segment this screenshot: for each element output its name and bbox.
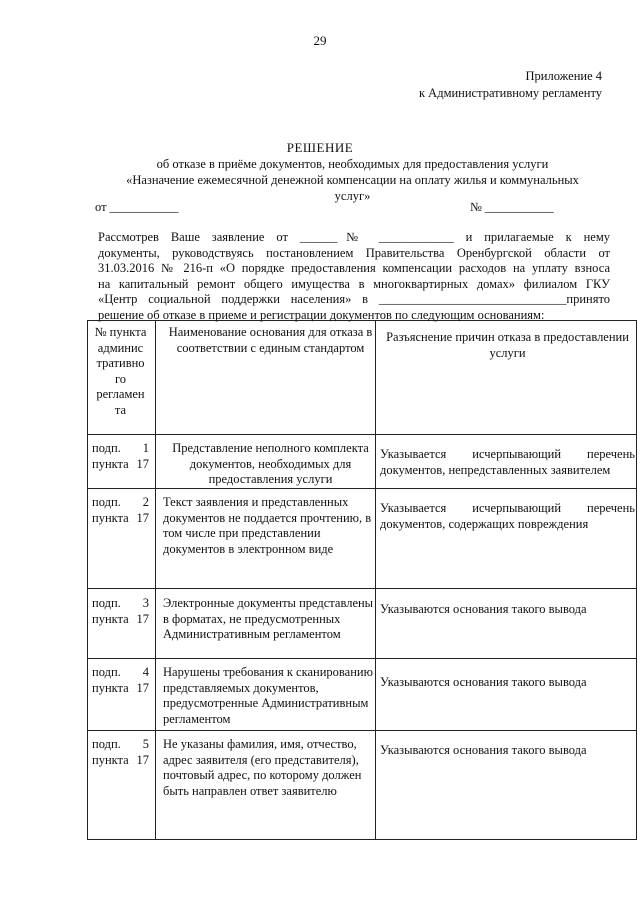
body-paragraph [98, 230, 610, 323]
date-field: от ___________ [95, 200, 179, 214]
column-divider [155, 321, 156, 839]
body-line: на капитальный ремонт общего имущества в многоквартирных домах» филиалом ГКУ [98, 276, 610, 291]
row-divider [88, 434, 636, 435]
body-line: документы, руководствуясь постановлением Правительства Оренбургской области от [98, 245, 610, 260]
body-line: решение об отказе в приеме и регистрации документов по следующим основаниям: [98, 307, 545, 322]
row-divider [88, 730, 636, 731]
row-5-reason: Не указаны фамилия, имя, отчество, адрес заявителя (его представителя), почтовый адрес, по которому должен быть направлен ответ заявителю [163, 737, 362, 798]
row-divider [88, 588, 636, 589]
row-3-reason: Электронные документы представлены в форматах, не предусмотренных Административным регламентом [163, 596, 374, 641]
row-1-point: подп. 1 пункта 17 [92, 441, 149, 471]
subtitle-line-2: «Назначение ежемесячной денежной компенсации на оплату жилья и коммунальных [126, 173, 579, 187]
document-title: РЕШЕНИЕ [286, 140, 354, 155]
row-3-explanation: Указываются основания такого вывода [380, 602, 587, 616]
header-point-number: № пункта админис тративно го регламен та [94, 325, 147, 417]
row-2-point: подп. 2 пункта 17 [92, 495, 149, 525]
row-3-point: подп. 3 пункта 17 [92, 596, 149, 626]
appendix-line-2: к Административному регламенту [418, 86, 602, 100]
document-subtitle [95, 156, 610, 204]
row-4-reason: Нарушены требования к сканированию представляемых документов, предусмотренные Административным регламентом [163, 665, 373, 726]
body-line: 31.03.2016 № 216-п «О порядке предоставления компенсации расходов на уплату взноса [98, 261, 610, 275]
subtitle-line-3: услуг» [334, 189, 371, 203]
number-field: № ___________ [470, 200, 554, 214]
row-1-explanation: Указывается исчерпывающий перечень документов, непредставленных заявителем [380, 447, 635, 477]
header-reason: Наименование основания для отказа в соответствии с единым стандартом [168, 325, 373, 355]
appendix-caption [419, 68, 602, 102]
row-1-reason: Представление неполного комплекта документов, необходимых для предоставления услуги [172, 441, 369, 486]
page-number: 29 [313, 33, 327, 48]
row-2-explanation: Указывается исчерпывающий перечень документов, содержащих повреждения [380, 501, 635, 531]
row-4-explanation: Указываются основания такого вывода [380, 675, 587, 689]
body-line: Рассмотрев Ваше заявление от ______№ ____________ и прилагаемые к нему [98, 230, 610, 244]
row-5-point: подп. 5 пункта 17 [92, 737, 149, 767]
appendix-line-1: Приложение 4 [525, 69, 602, 83]
row-divider [88, 488, 636, 489]
row-4-point: подп. 4 пункта 17 [92, 665, 149, 695]
row-5-explanation: Указываются основания такого вывода [380, 743, 587, 757]
header-explanation: Разъяснение причин отказа в предоставлении услуги [386, 330, 629, 360]
refusal-reasons-table [87, 320, 637, 840]
body-line: «Центр социальной поддержки населения» в ______________________________принято [98, 292, 610, 306]
row-2-reason: Текст заявления и представленных документов не поддается прочтению, в том числе при представлении документов в электронном виде [163, 495, 372, 556]
row-divider [88, 658, 636, 659]
subtitle-line-1: об отказе в приёме документов, необходимых для предоставления услуги [156, 157, 549, 171]
